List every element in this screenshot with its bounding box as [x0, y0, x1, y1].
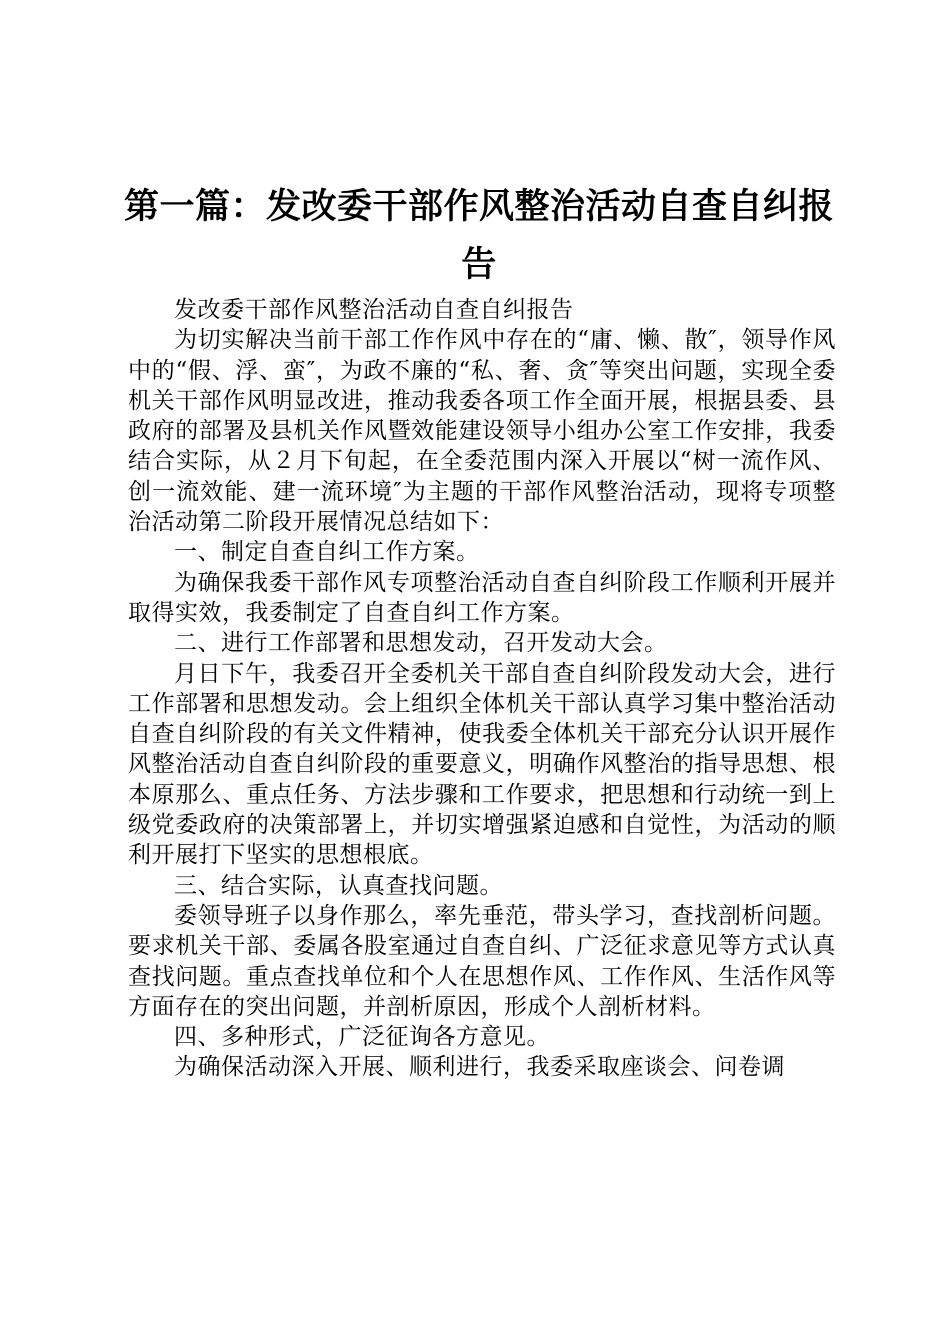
section-heading-4: 四、多种形式，广泛征询各方意见。 — [174, 1024, 550, 1051]
document-title: 第一篇：发改委干部作风整治活动自查自纠报告 — [123, 187, 834, 285]
paragraph-section-4: 为确保活动深入开展、顺利进行，我委采取座谈会、问卷调 — [174, 1054, 785, 1081]
paragraph-section-3: 委领导班子以身作那么，率先垂范，带头学习，查找剖析问题。要求机关干部、委属各股室通过自查自纠、广泛征求意见等方式认真查找问题。重点查找单位和个人在思想作风、工作作风、生活作风等方面存在的突出问题，并剖析原因，形成个人剖析材料。 — [128, 902, 836, 1020]
section-heading-2: 二、进行工作部署和思想发动，召开发动大会。 — [174, 630, 668, 657]
document-body — [128, 295, 836, 1083]
section-heading-3: 三、结合实际，认真查找问题。 — [174, 872, 503, 899]
paragraph-intro: 为切实解决当前干部工作作风中存在的“庸、懒、散″，领导作风中的“假、浮、蛮″，为政不廉的“私、奢、贪″等突出问题，实现全委机关干部作风明显改进，推动我委各项工作全面开展，根据县委、县政府的部署及县机关作风暨效能建设领导小组办公室工作安排，我委结合实际，从２月下旬起，在全委范围内深入开展以“树一流作风、创一流效能、建一流环境″为主题的干部作风整治活动，现将专项整治活动第二阶段开展情况总结如下： — [128, 327, 836, 536]
section-heading-1: 一、制定自查自纠工作方案。 — [174, 539, 480, 566]
paragraph-subtitle: 发改委干部作风整治活动自查自纠报告 — [174, 297, 574, 323]
paragraph-section-1: 为确保我委干部作风专项整治活动自查自纠阶段工作顺利开展并取得实效，我委制定了自查自纠工作方案。 — [128, 569, 836, 626]
paragraph-section-2: 月日下午，我委召开全委机关干部自查自纠阶段发动大会，进行工作部署和思想发动。会上组织全体机关干部认真学习集中整治活动自查自纠阶段的有关文件精神，使我委全体机关干部充分认识开展作风整治活动自查自纠阶段的重要意义，明确作风整治的指导思想、根本原那么、重点任务、方法步骤和工作要求，把思想和行动统一到上级党委政府的决策部署上，并切实增强紧迫感和自觉性，为活动的顺利开展打下坚实的思想根底。 — [128, 660, 836, 869]
